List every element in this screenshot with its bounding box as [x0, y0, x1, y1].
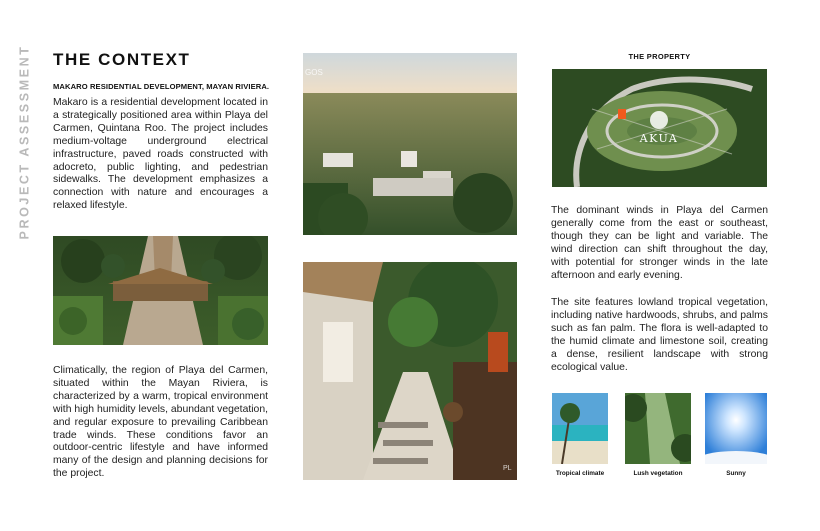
project-assessment-side-label [10, 44, 38, 240]
lush-vegetation-photo [625, 393, 691, 464]
property-site-plan-photo [552, 69, 767, 187]
tropical-climate-caption: Tropical climate [555, 470, 605, 477]
climate-paragraph: Climatically, the region of Playa del Carmen, situated within the Mayan Riviera, is characterized by a warm, tropical environment with high humidity levels, abundant vegetation, and regular exposure to prevailing Caribbean trade winds. These conditions favor an outdoor-centric lifestyle and have informed many of the design and planning decisions for the project. [53, 365, 268, 480]
lush-vegetation-caption: Lush vegetation [633, 470, 683, 477]
entrance-aerial-photo [53, 236, 268, 345]
development-aerial-photo [303, 53, 517, 235]
property-title: THE PROPERTY [628, 52, 691, 61]
sunny-caption: Sunny [726, 470, 746, 477]
street-life-photo [303, 262, 517, 480]
side-label-text: PROJECT ASSESSMENT [17, 44, 32, 240]
sunny-sky-photo [705, 393, 767, 464]
intro-paragraph: Makaro is a residential development located in a strategically positioned area within Playa del Carmen, Quintana Roo. The project includes medium-voltage underground electrical infrastructure, paved roads constructed with adocreto, public lighting, and pedestrian sidewalks. The development emphasizes a connection with nature and encourages a relaxed lifestyle. [53, 97, 268, 212]
tropical-climate-photo [552, 393, 608, 464]
page-title: THE CONTEXT [53, 50, 191, 69]
page-subtitle: MAKARO RESIDENTIAL DEVELOPMENT, MAYAN RIVIERA. [53, 82, 270, 91]
winds-paragraph: The dominant winds in Playa del Carmen generally come from the east or southeast, though they can be light and variable. The wind direction can shift throughout the day, with potential for stronger winds in the late afternoon and early evening. [551, 205, 768, 281]
street-photo-watermark: PL [503, 465, 512, 472]
aerial-photo-watermark: GOS [305, 68, 323, 77]
akua-logo: AKUA [639, 132, 679, 145]
vegetation-paragraph: The site features lowland tropical vegetation, including native hardwoods, shrubs, and palms such as fan palm. The flora is well-adapted to the humid climate and limestone soil, creating a dense, resilient landscape with strong ecological value. [551, 297, 768, 373]
